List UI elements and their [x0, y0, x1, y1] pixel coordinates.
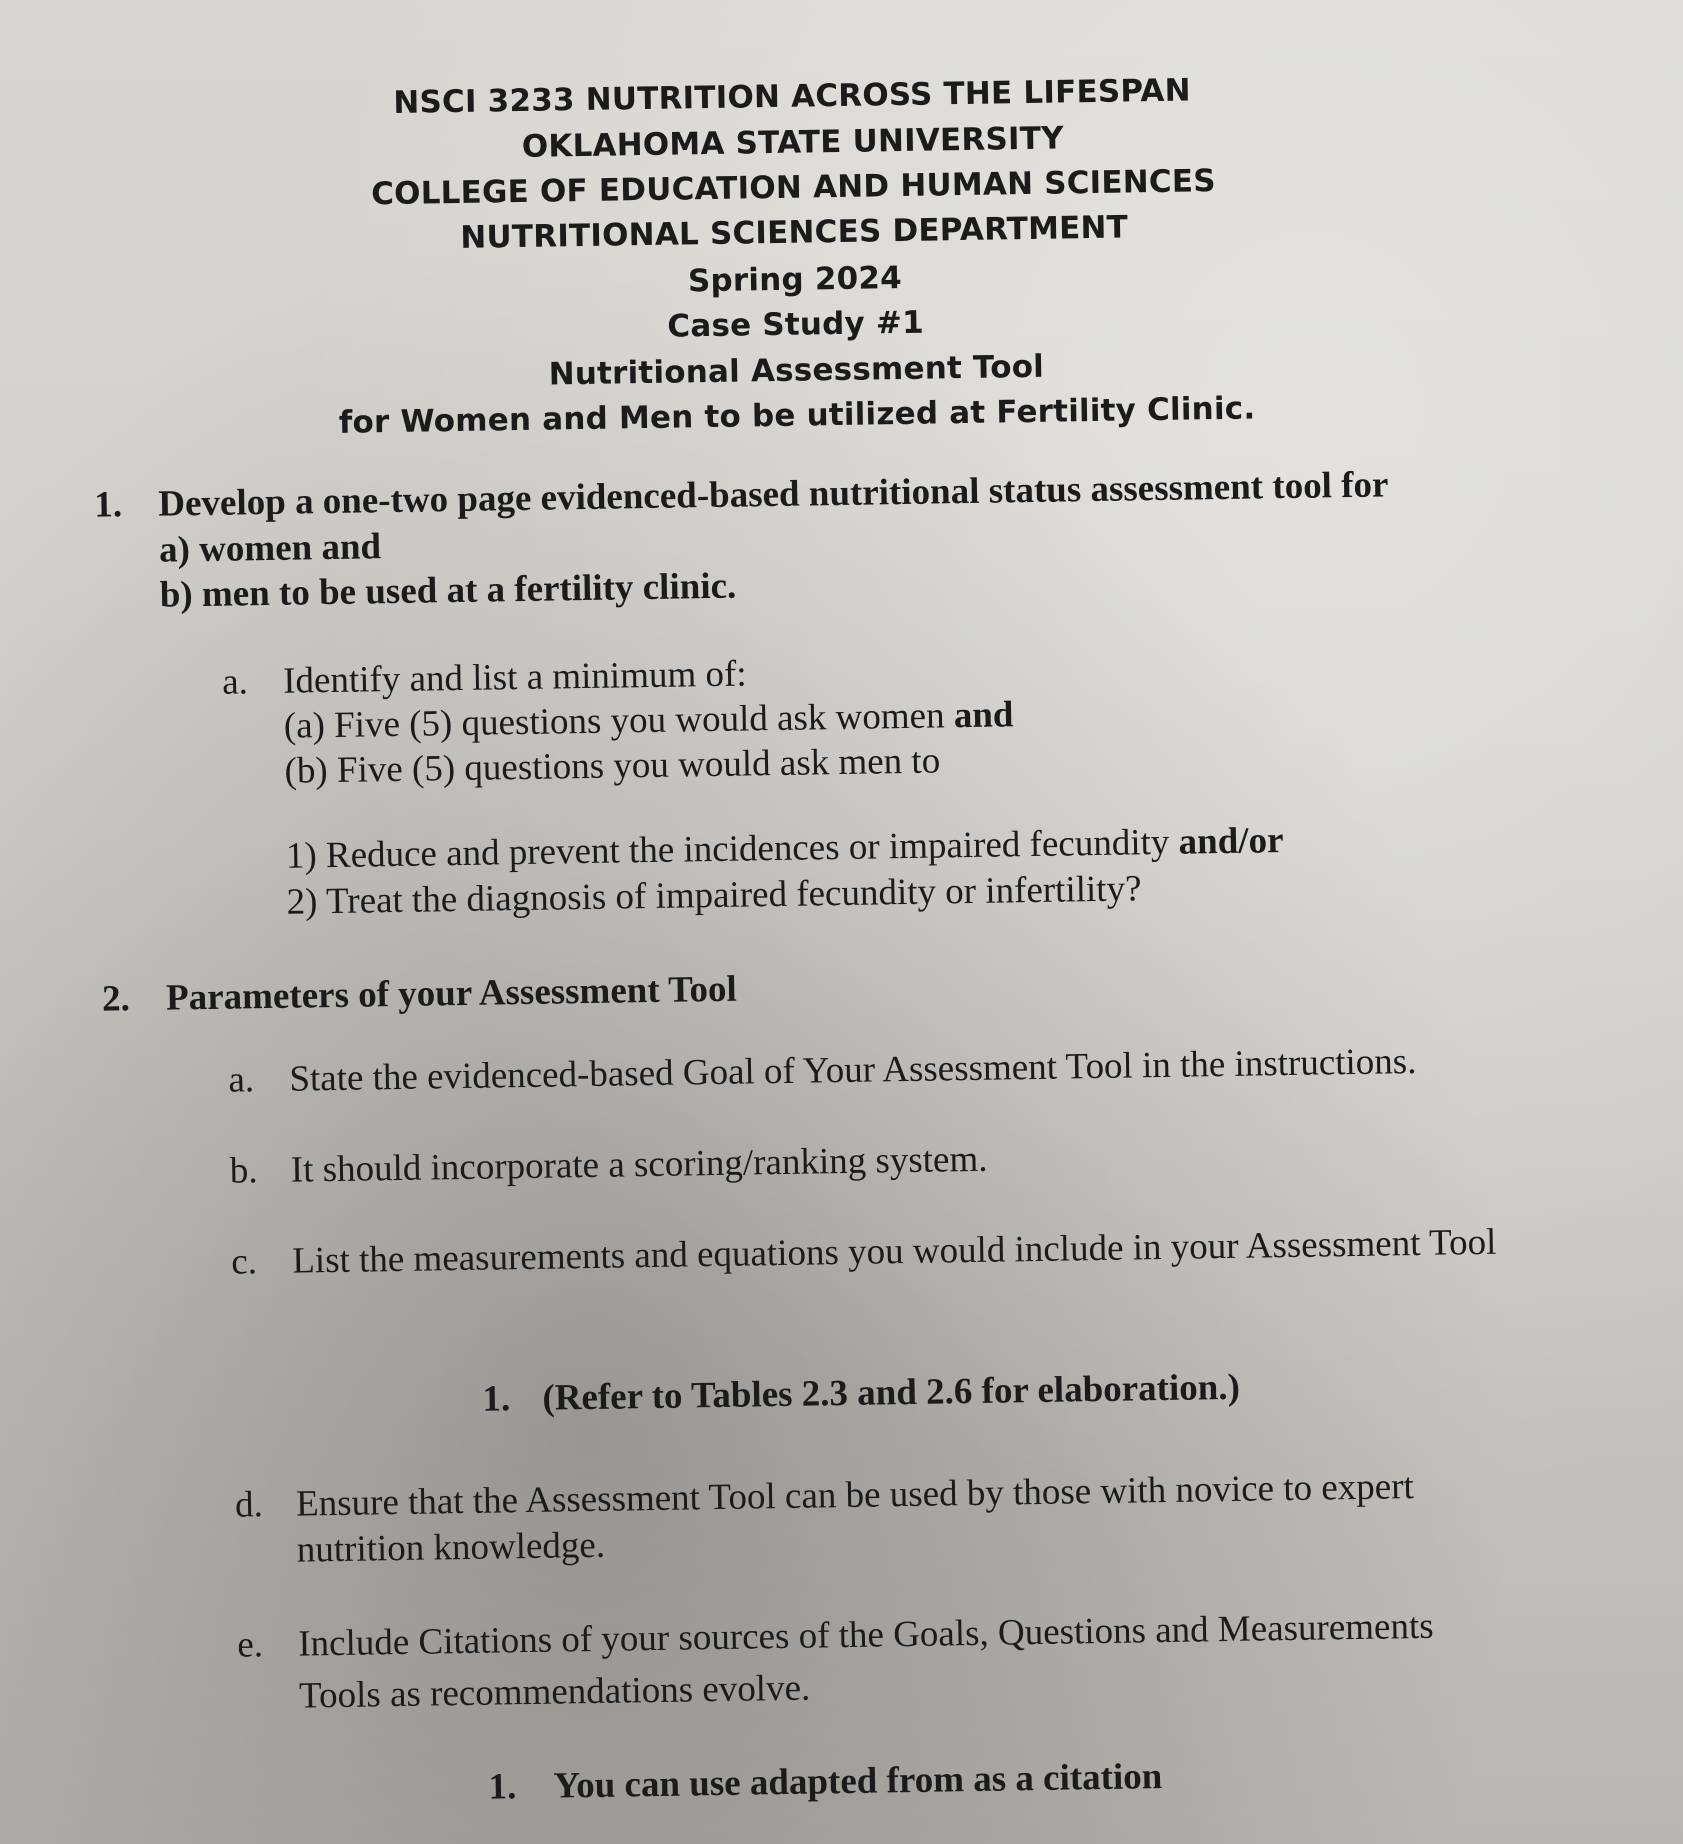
section1-item-b: b) men to be used at a fertility clinic. — [159, 565, 737, 616]
section2-d-text-line2: nutrition knowledge. — [296, 1524, 606, 1571]
section2-e-text-line2: Tools as recommendations evolve. — [298, 1667, 811, 1717]
case-study-number: Case Study #1 — [667, 304, 925, 345]
section2-c-note-text: (Refer to Tables 2.3 and 2.6 for elaboration.) — [542, 1366, 1241, 1419]
women-questions-text: (a) Five (5) questions you would ask women — [283, 695, 955, 747]
women-questions-and: and — [953, 694, 1014, 737]
section2-a-text: State the evidenced-based Goal of Your Assessment Tool in the instructions. — [289, 1040, 1417, 1100]
section2-e-letter: e. — [236, 1624, 264, 1666]
section2-b-letter: b. — [229, 1150, 258, 1192]
tool-title: Nutritional Assessment Tool — [548, 348, 1045, 393]
section1-men-questions: (b) Five (5) questions you would ask men to — [284, 740, 941, 792]
section2-c-letter: c. — [230, 1241, 258, 1283]
goal-1-andor: and/or — [1178, 820, 1284, 863]
section2-d-letter: d. — [234, 1484, 264, 1526]
section2-c-note-number: 1. — [482, 1378, 511, 1420]
goal-1-text: 1) Reduce and prevent the incidences or impaired fecundity — [285, 821, 1179, 877]
section1-item-a: a) women and — [158, 526, 382, 571]
goal-2: 2) Treat the diagnosis of impaired fecundity or infertility? — [286, 868, 1142, 923]
section2-c-text: List the measurements and equations you would include in your Assessment Tool — [291, 1221, 1497, 1282]
tool-subtitle: for Women and Men to be utilized at Fertility Clinic. — [338, 390, 1256, 441]
department-name: NUTRITIONAL SCIENCES DEPARTMENT — [460, 209, 1129, 256]
section2-title: Parameters of your Assessment Tool — [165, 968, 738, 1019]
section2-e-note-text: You can use adapted from as a citation — [553, 1756, 1163, 1807]
university-name: OKLAHOMA STATE UNIVERSITY — [521, 120, 1064, 165]
section1-sub-a-letter: a. — [221, 661, 249, 703]
college-name: COLLEGE OF EDUCATION AND HUMAN SCIENCES — [370, 163, 1217, 213]
section2-number: 2. — [101, 978, 131, 1020]
term: Spring 2024 — [687, 259, 903, 300]
section2-a-letter: a. — [228, 1059, 255, 1101]
section2-e-text-line1: Include Citations of your sources of the Goals, Questions and Measurements — [297, 1605, 1434, 1665]
section2-e-note-number: 1. — [488, 1766, 517, 1808]
section2-b-text: It should incorporate a scoring/ranking system. — [290, 1138, 988, 1191]
course-title: NSCI 3233 NUTRITION ACROSS THE LIFESPAN — [393, 72, 1192, 121]
section2-d-text-line1: Ensure that the Assessment Tool can be used by those with novice to expert — [295, 1466, 1415, 1525]
section1-sub-a-text: Identify and list a minimum of: — [282, 653, 747, 702]
section1-number: 1. — [94, 484, 123, 526]
section1-title: Develop a one-two page evidenced-based nutritional status assessment tool for — [158, 464, 1389, 525]
